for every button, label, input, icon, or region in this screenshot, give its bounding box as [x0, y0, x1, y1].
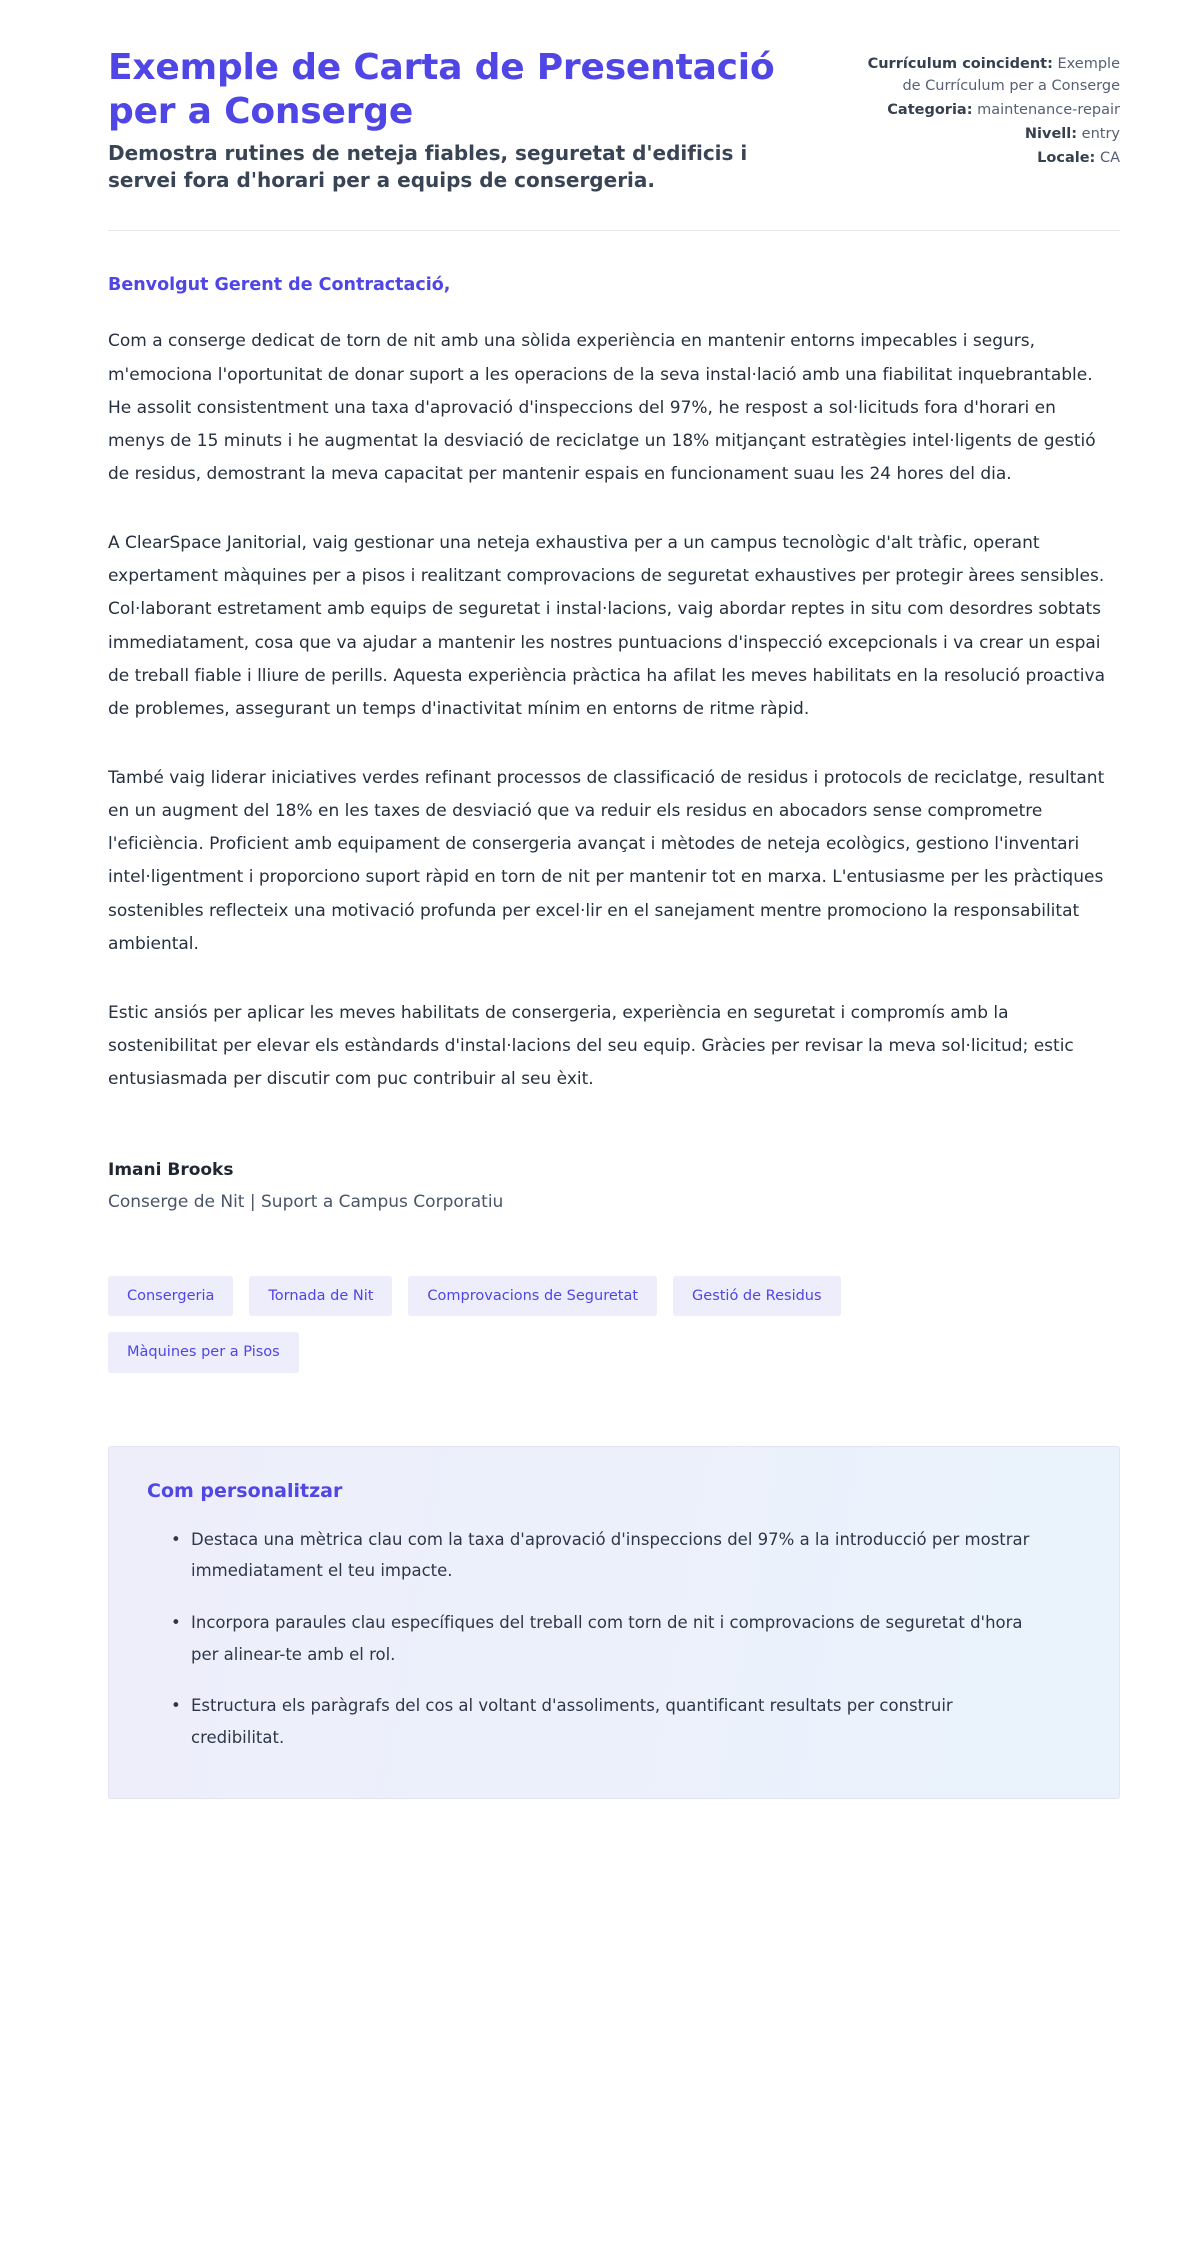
metadata-row-level [862, 123, 1120, 145]
signature-name: Imani Brooks [108, 1160, 234, 1181]
callout-item-text: Destaca una mètrica clau com la taxa d'aprovació d'inspeccions del 97% a la introducció per mostrar immediatament el teu impacte. [191, 1529, 1030, 1581]
tag-list [108, 1276, 1008, 1373]
callout-list-item [171, 1607, 1051, 1670]
metadata-label: Locale: [1037, 150, 1096, 167]
metadata-panel [862, 46, 1120, 171]
metadata-value: maintenance-repair [977, 102, 1120, 119]
document-header [108, 46, 1120, 193]
letter-salutation: Benvolgut Gerent de Contractació, [108, 275, 451, 296]
signature-role: Conserge de Nit | Suport a Campus Corporatiu [108, 1192, 504, 1213]
callout-list-item [171, 1524, 1051, 1587]
page-title: Exemple de Carta de Presentació per a Conserge [108, 47, 775, 132]
metadata-value: CA [1099, 150, 1120, 167]
tag-chip[interactable]: Tornada de Nit [249, 1276, 392, 1317]
metadata-row-category [862, 99, 1120, 121]
bullet-icon: • [171, 1696, 181, 1716]
page-subtitle: Demostra rutines de neteja fiables, seguretat d'edificis i servei fora d'horari per a equips de consergeria. [108, 140, 748, 192]
metadata-row-locale [862, 147, 1120, 169]
metadata-value: entry [1081, 126, 1120, 143]
tag-chip[interactable]: Màquines per a Pisos [108, 1332, 299, 1373]
callout-item-text: Estructura els paràgrafs del cos al voltant d'assoliments, quantificant resultats per construir credibilitat. [191, 1696, 953, 1748]
header-title-block [108, 46, 808, 193]
metadata-label: Currículum coincident: [867, 56, 1053, 72]
letter-paragraph: També vaig liderar iniciatives verdes refinant processos de classificació de residus i protocols de reciclatge, resultant en un augment del 18% en les taxes de desviació que va reduir els residus en abocadors sense comprometre l'eficiència. Proficient amb equipament de consergeria avançat i mètodes de neteja ecològics, gestiono l'inventari intel·ligentment i proporciono suport ràpid en torn de nit per mantenir tot en marxa. L'entusiasme per les pràctiques sostenibles reflecteix una motivació profunda per excel·lir en el sanejament mentre promociono la responsabilitat ambiental. [108, 767, 1105, 954]
bullet-icon: • [171, 1529, 181, 1549]
metadata-value: Exemple de Currículum per a Conserge [902, 56, 1120, 95]
bullet-icon: • [171, 1613, 181, 1633]
callout-title: Com personalitzar [147, 1479, 343, 1502]
letter-paragraph: Estic ansiós per aplicar les meves habilitats de consergeria, experiència en seguretat i compromís amb la sostenibilitat per elevar els estàndards d'instal·lacions del seu equip. Gràcies per revisar la meva sol·licitud; estic entusiasmada per discutir com puc contribuir al seu èxit. [108, 1002, 1074, 1090]
tag-chip[interactable]: Consergeria [108, 1276, 233, 1317]
signature-block [108, 1160, 1120, 1216]
callout-item-text: Incorpora paraules clau específiques del treball com torn de nit i comprovacions de seguretat d'hora per alinear-te amb el rol. [191, 1613, 1023, 1664]
callout-list-item [171, 1690, 1051, 1753]
tag-chip[interactable]: Gestió de Residus [673, 1276, 841, 1317]
how-to-customize-callout [108, 1446, 1120, 1799]
metadata-label: Categoria: [887, 102, 973, 119]
tag-chip[interactable]: Comprovacions de Seguretat [408, 1276, 657, 1317]
cover-letter-body [108, 231, 1120, 1215]
callout-list [147, 1524, 1081, 1754]
metadata-row-matching-resume [862, 53, 1120, 97]
letter-paragraph: A ClearSpace Janitorial, vaig gestionar una neteja exhaustiva per a un campus tecnològic d'alt tràfic, operant expertament màquines per a pisos i realitzant comprovacions de seguretat exhaustives per protegir àrees sensibles. Col·laborant estretament amb equips de seguretat i instal·lacions, vaig abordar reptes in situ com desordres sobtats immediatament, cosa que va ajudar a mantenir les nostres puntuacions d'inspecció excepcionals i va crear un espai de treball fiable i lliure de perills. Aquesta experiència pràctica ha afilat les meves habilitats en la resolució proactiva de problemes, assegurant un temps d'inactivitat mínim en entorns de ritme ràpid. [108, 533, 1105, 719]
metadata-label: Nivell: [1024, 126, 1078, 143]
letter-paragraph: Com a conserge dedicat de torn de nit amb una sòlida experiència en mantenir entorns impecables i segurs, m'emociona l'oportunitat de donar suport a les operacions de la seva instal·lació amb una fiabilitat inquebrantable. He assolit consistentment una taxa d'aprovació d'inspeccions del 97%, he respost a sol·licituds fora d'horari en menys de 15 minuts i he augmentat la desviació de reciclatge un 18% mitjançant estratègies intel·ligents de gestió de residus, demostrant la meva capacitat per mantenir espais en funcionament suau les 24 hores del dia. [108, 331, 1096, 484]
